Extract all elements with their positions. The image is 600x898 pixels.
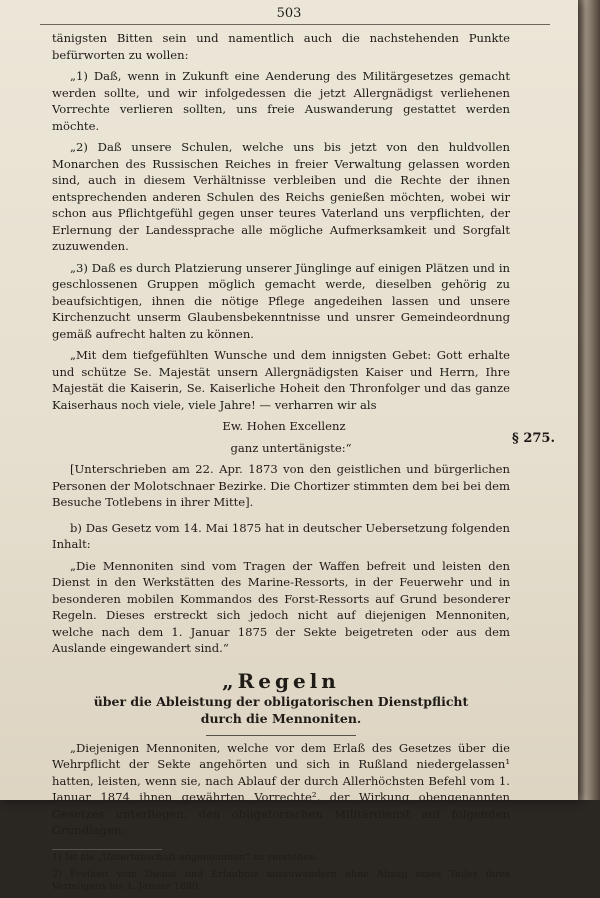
- rules-title: „Regeln: [222, 668, 340, 693]
- footnote-rule: [52, 849, 162, 850]
- law-quote: „Die Mennoniten sind vom Tragen der Waffen befreit und leisten den Dienst in den Werkstätten des Marine-Ressorts, in der Feuerwehr und in besonderen mobilen Kommandos des Forst-Ressorts auf Grund besonderer Regeln. Dieses erstreckt sich jedoch nicht auf diejenigen Mennoniten, welche nach dem 1. Januar 1875 der Sekte beigetreten oder aus dem Auslande eingewandert sind.“: [52, 558, 510, 655]
- page-number: 503: [276, 6, 302, 21]
- signature-line-2: ganz untertänigste:“: [230, 440, 352, 455]
- footnote-2: 2) Freiheit vom Dienst und Erlaubnis auszuwandern ohne Abzug eines Teiles ihres Vermögens bis 1. Januar 1880.: [52, 868, 510, 892]
- section-mark: § 275.: [512, 431, 555, 446]
- footnote-1: 1) Ist als „Untertanschaft angenommen“ zu verstehen.: [52, 851, 319, 863]
- intro-paragraph: tänigsten Bitten sein und namentlich auch die nachstehenden Punkte befürworten zu wollen:: [52, 31, 510, 62]
- section-b: b) Das Gesetz vom 14. Mai 1875 hat in deutscher Uebersetzung folgenden Inhalt:: [52, 520, 510, 551]
- header-rule: [40, 24, 550, 25]
- point-2: „2) Daß unsere Schulen, welche uns bis jetzt von den huldvollen Monarchen des Russischen Reiches in freier Verwaltung gelassen worden sind, auch in diesem Verhältnisse verbleiben und die Rechte der ihnen entsprechenden anderen Schulen des Reichs genießen möchten, wobei wir schon aus Pflichtgefühl gegen unser teures Vaterland uns verpflichten, der Erlernung der Landessprache alle mögliche Aufmerksamkeit und Sorgfalt zuzuwenden.: [52, 140, 510, 253]
- point-3: „3) Daß es durch Platzierung unserer Jünglinge auf einigen Plätzen und in geschlossenen Gruppen möglich gemacht werde, dieselben gehörig zu beaufsichtigen, ihnen die nötige Pflege angedeihen lassen und unsere Kirchenzucht unserm Glaubensbekenntnisse und unsrer Gemeindeordnung gemäß aufrecht halten zu können.: [52, 260, 510, 341]
- signature-line-1: Ew. Hohen Excellenz: [222, 419, 346, 433]
- bracket-note: [Unterschrieben am 22. Apr. 1873 von den geistlichen und bürgerlichen Personen der Molotschnaer Bezirke. Die Chortizer stimmten dem bei bei dem Besuche Totlebens in ihrer Mitte].: [52, 462, 510, 509]
- rules-subtitle-1: über die Ableistung der obligatorischen Dienstpflicht: [93, 693, 469, 709]
- rules-subtitle-2: durch die Mennoniten.: [200, 710, 362, 726]
- page-content: [52, 30, 510, 898]
- point-1: „1) Daß, wenn in Zukunft eine Aenderung des Militärgesetzes gemacht werden sollte, und wir infolgedessen die jetzt Allergnädigst verliehenen Vorrechte verlieren sollten, uns freie Auswanderung gestattet werden möchte.: [52, 69, 510, 133]
- book-page-edges: [578, 0, 600, 800]
- closing-paragraph: „Mit dem tiefgefühlten Wunsche und dem innigsten Gebet: Gott erhalte und schütze Se. Majestät unsern Allergnädigsten Kaiser und Herrn, Ihre Majestät die Kaiserin, Se. Kaiserliche Hoheit den Thronfolger und das ganze Kaiserhaus noch viele, viele Jahre! — verharren wir als: [52, 348, 510, 412]
- rules-paragraph: „Diejenigen Mennoniten, welche vor dem Erlaß des Gesetzes über die Wehrpflicht der Sekte angehörten und sich in Rußland niedergelassen¹ hatten, leisten, wenn sie, nach Ablauf der durch Allerhöchsten Befehl vom 1. Januar 1874 ihnen gewährten Vorrechte², der Wirkung obengenannten Gesetzes unterliegen, den obligatorischen Militärdienst auf folgenden Grundlagen:: [52, 740, 510, 837]
